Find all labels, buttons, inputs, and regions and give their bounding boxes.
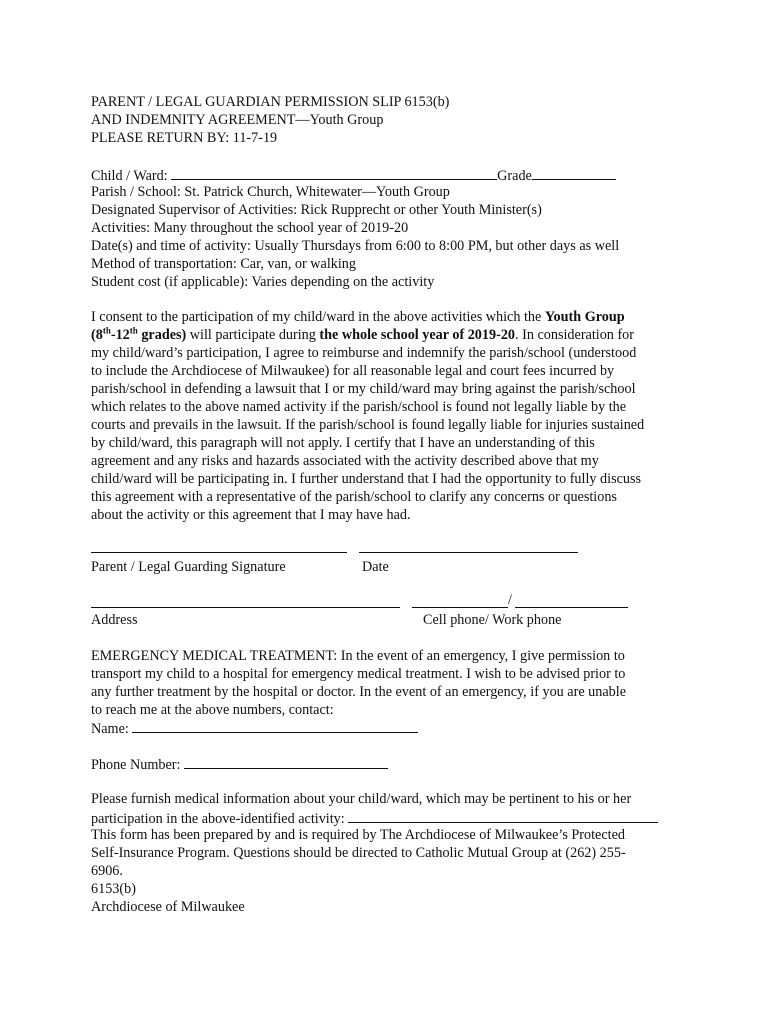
footer-line: 6906.: [91, 863, 123, 879]
youth-group-bold: Youth Group: [544, 309, 625, 325]
consent-line: child/ward will be participating in. I further understand that I had the opportunity to fully discuss: [91, 471, 642, 487]
address-field[interactable]: [91, 607, 400, 608]
consent-line: (8th-12th grades) will participate during the whole school year of 2019-20. In consideration for: [91, 325, 634, 343]
phone-label: Cell phone/ Work phone: [423, 612, 562, 628]
transportation: Method of transportation: Car, van, or walking: [91, 256, 356, 272]
child-ward-field[interactable]: [171, 166, 497, 180]
emergency-phone-field[interactable]: [184, 755, 388, 769]
return-by: PLEASE RETURN BY: 11-7-19: [91, 130, 278, 146]
emergency-name-row: [91, 719, 418, 739]
work-phone-field[interactable]: [515, 607, 628, 608]
cell-phone-field[interactable]: [412, 607, 508, 608]
phone-separator: /: [508, 592, 512, 608]
form-title: PARENT / LEGAL GUARDIAN PERMISSION SLIP 6153(b): [91, 94, 450, 110]
emergency-name-field[interactable]: [132, 719, 418, 733]
grade-label: Grade: [497, 168, 532, 184]
emergency-line: to reach me at the above numbers, contact:: [91, 702, 334, 718]
consent-line: which relates to the above named activity if the parish/school is found not legally liable by the: [91, 399, 627, 415]
emergency-line: transport my child to a hospital for emergency medical treatment. I wish to be advised prior to: [91, 666, 626, 682]
form-number: 6153(b): [91, 881, 136, 897]
emergency-line: EMERGENCY MEDICAL TREATMENT: In the event of an emergency, I give permission to: [91, 648, 625, 664]
form-subtitle: AND INDEMNITY AGREEMENT—Youth Group: [91, 112, 384, 128]
emergency-name-label: Name:: [91, 721, 133, 737]
date-label: Date: [362, 559, 389, 575]
footer-line: This form has been prepared by and is required by The Archdiocese of Milwaukee’s Protected: [91, 827, 625, 843]
consent-line: I consent to the participation of my child/ward in the above activities which the Youth Group: [91, 309, 625, 325]
medical-row: [91, 809, 658, 829]
consent-line: this agreement with a representative of the parish/school to clarify any concerns or questions: [91, 489, 617, 505]
signature-label: Parent / Legal Guarding Signature: [91, 559, 286, 575]
consent-line: agreement and any risks and hazards associated with the activity described above that my: [91, 453, 599, 469]
consent-line: to include the Archdiocese of Milwaukee) for all reasonable legal and court fees incurred by: [91, 363, 615, 379]
emergency-phone-label: Phone Number:: [91, 757, 184, 773]
activity-dates: Date(s) and time of activity: Usually Thursdays from 6:00 to 8:00 PM, but other days as well: [91, 238, 620, 254]
consent-line: my child/ward’s participation, I agree to reimburse and indemnify the parish/school (understood: [91, 345, 637, 361]
consent-line: parish/school in defending a lawsuit that I or my child/ward may bring against the parish/school: [91, 381, 636, 397]
child-ward-row: [91, 166, 616, 186]
activities: Activities: Many throughout the school year of 2019-20: [91, 220, 409, 236]
consent-line: about the activity or this agreement that I may have had.: [91, 507, 411, 523]
date-field[interactable]: [359, 552, 578, 553]
child-ward-label: Child / Ward:: [91, 168, 172, 184]
footer-line: Self-Insurance Program. Questions should be directed to Catholic Mutual Group at (262) 255-: [91, 845, 626, 861]
emergency-phone-row: [91, 755, 388, 775]
medical-line: Please furnish medical information about your child/ward, which may be pertinent to his or her: [91, 791, 632, 807]
medical-info-field[interactable]: [348, 809, 658, 823]
consent-line: courts and prevails in the lawsuit. If the parish/school is found legally liable for injuries sustained: [91, 417, 645, 433]
signature-field[interactable]: [91, 552, 347, 553]
emergency-line: any further treatment by the hospital or doctor. In the event of an emergency, if you are unable: [91, 684, 626, 700]
archdiocese-name: Archdiocese of Milwaukee: [91, 899, 245, 915]
grade-field[interactable]: [532, 166, 616, 180]
medical-label: participation in the above-identified activity:: [91, 811, 349, 827]
parish-school: Parish / School: St. Patrick Church, Whitewater—Youth Group: [91, 184, 450, 200]
student-cost: Student cost (if applicable): Varies depending on the activity: [91, 274, 435, 290]
consent-line: by child/ward, this paragraph will not apply. I certify that I have an understanding of this: [91, 435, 595, 451]
grades-bold: (8th-12th grades): [91, 325, 187, 343]
address-label: Address: [91, 612, 138, 628]
supervisor: Designated Supervisor of Activities: Rick Rupprecht or other Youth Minister(s): [91, 202, 542, 218]
school-year-bold: the whole school year of 2019-20: [319, 327, 516, 343]
